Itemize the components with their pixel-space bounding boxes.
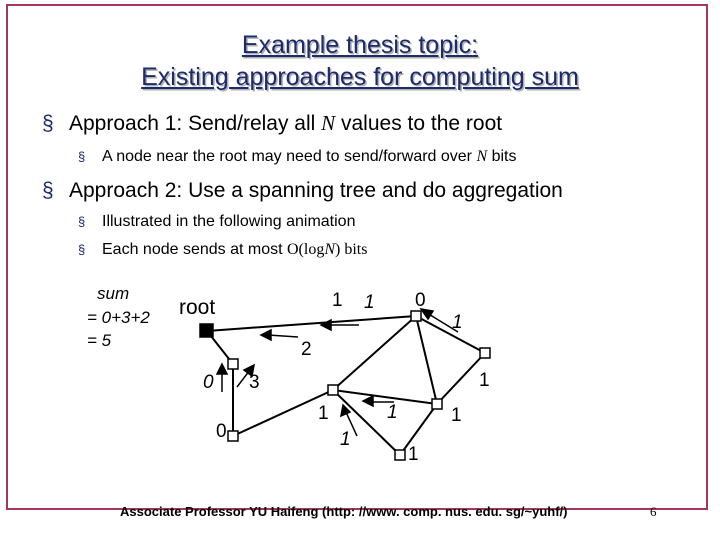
approach2-bullet: § Approach 2: Use a spanning tree and do aggregation xyxy=(42,179,563,202)
message-label: 1 xyxy=(318,403,329,424)
sum-result: = 5 xyxy=(87,331,112,350)
message-label: 1 xyxy=(340,429,351,450)
message-label: 1 xyxy=(332,290,343,311)
approach2-subbullet-1: § Illustrated in the following animation xyxy=(78,213,356,230)
edge-a-e xyxy=(416,316,437,404)
message-label: 1 xyxy=(451,405,462,426)
sum-label: sum xyxy=(97,284,130,303)
edge-b-e xyxy=(437,353,485,404)
edge-a-d xyxy=(333,316,416,390)
edge-a-b xyxy=(416,316,485,353)
message-label: 3 xyxy=(249,372,260,393)
tree-node xyxy=(228,431,238,441)
message-label: 1 xyxy=(387,402,398,423)
message-label: 0 xyxy=(203,372,214,393)
tree-node xyxy=(328,385,338,395)
approach1-bullet: § Approach 1: Send/relay all N values to the root xyxy=(42,111,503,135)
message-label: 0 xyxy=(415,290,426,311)
tree-node xyxy=(432,399,442,409)
message-label: 1 xyxy=(408,444,419,465)
subbullet-marker: § xyxy=(78,149,86,164)
root-label: root xyxy=(179,296,216,319)
message-label: 0 xyxy=(216,421,227,442)
arrow-left-0-head xyxy=(217,364,227,374)
message-label: 1 xyxy=(452,312,463,333)
tree-node xyxy=(480,348,490,358)
arrow-center-right-1-head xyxy=(363,396,373,406)
tree-node xyxy=(395,450,405,460)
message-label: 2 xyxy=(301,339,312,360)
tree-node xyxy=(228,359,238,369)
tree-node xyxy=(411,311,421,321)
approach1-subbullet: § A node near the root may need to send/forward over N bits xyxy=(78,148,517,165)
slide-title-line2: Existing approaches for computing sum xyxy=(141,63,579,91)
arrow-center-1-head xyxy=(341,405,350,416)
edge-root-a xyxy=(207,316,416,331)
footer-credit: Associate Professor YU Haifeng (http: //www. comp. nus. edu. sg/~yuhf/) xyxy=(120,504,568,519)
subbullet-marker: § xyxy=(78,214,86,229)
page-number: 6 xyxy=(650,504,657,519)
message-label: 1 xyxy=(364,292,375,313)
slide-title-line1: Example thesis topic: xyxy=(241,31,479,59)
arrow-middle-2 xyxy=(268,335,298,337)
subbullet-marker: § xyxy=(78,242,86,257)
message-label: 1 xyxy=(479,370,490,391)
sum-expression: = 0+3+2 xyxy=(87,308,150,327)
arrow-middle-2-head xyxy=(261,330,271,340)
root-node xyxy=(200,324,213,337)
bullet-marker: § xyxy=(42,112,54,135)
bullet-marker: § xyxy=(42,179,54,202)
approach2-subbullet-2: § Each node sends at most O(logN) bits xyxy=(78,241,368,258)
